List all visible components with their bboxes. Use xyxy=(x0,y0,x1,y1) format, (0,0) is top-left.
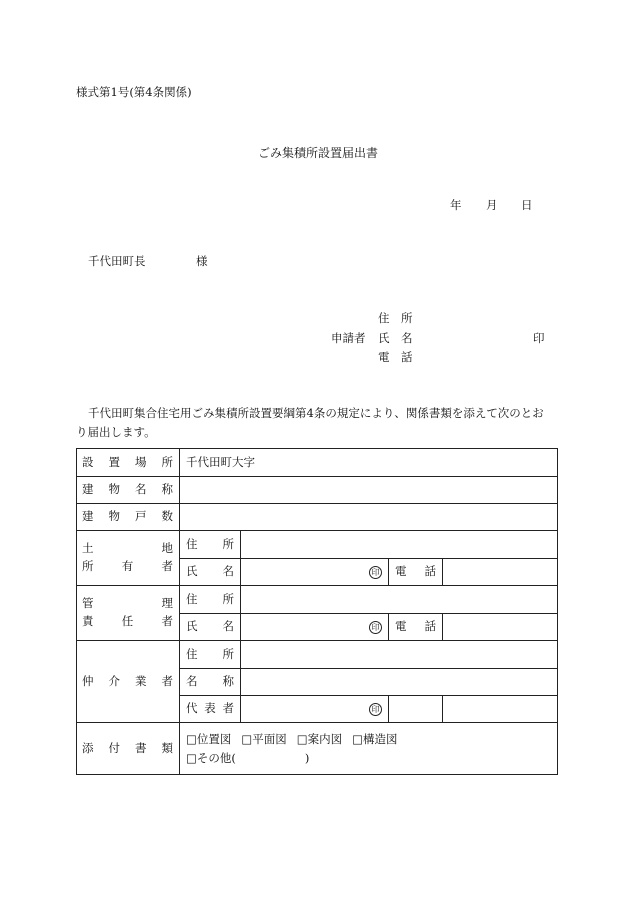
manager-label-bottom: 責 任 者 xyxy=(82,614,173,628)
broker-label: 仲 介 業 者 xyxy=(82,673,173,688)
date-day: 日 xyxy=(521,198,533,212)
location-value: 千代田町大字 xyxy=(186,454,255,469)
building-units-field[interactable] xyxy=(180,504,558,531)
land-owner-phone-field[interactable] xyxy=(443,559,558,586)
applicant-phone-label: 電 話 xyxy=(378,350,413,364)
attachment-checkbox-location-map[interactable]: □位置図 xyxy=(186,732,232,747)
seal-mark-icon: 印 xyxy=(369,703,382,716)
attachments-field xyxy=(180,723,558,775)
manager-phone-label: 電 話 xyxy=(395,619,436,634)
land-owner-address-label-cell xyxy=(180,531,241,559)
land-owner-label-bottom: 所 有 者 xyxy=(82,559,173,573)
building-units-label: 建 物 戸 数 xyxy=(82,509,173,524)
manager-address-field[interactable] xyxy=(241,586,558,614)
land-owner-name-field[interactable] xyxy=(241,559,389,586)
manager-name-label: 氏 名 xyxy=(186,619,234,634)
location-value-cell[interactable] xyxy=(180,449,558,477)
broker-representative-label-cell xyxy=(180,696,241,723)
broker-label-cell xyxy=(77,641,180,723)
building-name-field[interactable] xyxy=(180,477,558,504)
broker-representative-label: 代 表 者 xyxy=(186,701,234,716)
page-title: ごみ集積所設置届出書 xyxy=(258,146,379,160)
applicant-name-label: 氏 名 xyxy=(378,331,413,345)
attachment-checkbox-guide-map[interactable]: □案内図 xyxy=(296,732,343,747)
manager-label-cell xyxy=(77,586,180,641)
attachments-list xyxy=(186,730,551,748)
building-name-label: 建 物 名 称 xyxy=(82,482,173,497)
land-owner-name-label: 氏 名 xyxy=(186,564,234,579)
manager-address-label-cell xyxy=(180,586,241,614)
manager-address-label: 住 所 xyxy=(186,591,234,606)
land-owner-address-label: 住 所 xyxy=(186,536,234,551)
broker-title-field[interactable] xyxy=(241,669,558,696)
manager-phone-field[interactable] xyxy=(443,614,558,641)
land-owner-phone-label-cell xyxy=(389,559,443,586)
building-units-label-cell xyxy=(77,504,180,531)
land-owner-label-top: 土 地 xyxy=(82,541,173,556)
intro-text-line-2: り届出します。 xyxy=(76,425,156,439)
broker-blank-cell-2 xyxy=(443,696,558,723)
attachment-checkbox-other[interactable]: □その他( ) xyxy=(186,750,310,765)
manager-label-top: 管 理 xyxy=(82,596,173,611)
applicant-address-label: 住 所 xyxy=(378,311,413,325)
attachment-checkbox-structure-drawing[interactable]: □構造図 xyxy=(352,732,398,747)
building-name-label-cell xyxy=(77,477,180,504)
form-table xyxy=(76,448,558,775)
intro-text-line-1: 千代田町集合住宅用ごみ集積所設置要綱第4条の規定により、関係書類を添えて次のとお xyxy=(88,406,544,420)
broker-address-field[interactable] xyxy=(241,641,558,669)
location-label: 設 置 場 所 xyxy=(82,454,173,469)
broker-representative-field[interactable] xyxy=(241,696,389,723)
date-year: 年 xyxy=(450,198,462,212)
broker-blank-cell-1 xyxy=(389,696,443,723)
manager-name-field[interactable] xyxy=(241,614,389,641)
manager-name-label-cell xyxy=(180,614,241,641)
honorific: 様 xyxy=(196,254,208,268)
addressee: 千代田町長 xyxy=(88,254,146,268)
applicant-label: 申請者 xyxy=(331,331,366,345)
land-owner-label-cell xyxy=(77,531,180,586)
attachments-label-cell xyxy=(77,723,180,775)
applicant-seal: 印 xyxy=(533,331,545,345)
broker-title-label-cell xyxy=(180,669,241,696)
land-owner-phone-label: 電 話 xyxy=(395,564,436,579)
form-number: 様式第1号(第4条関係) xyxy=(76,85,192,99)
seal-mark-icon: 印 xyxy=(369,566,382,579)
attachment-checkbox-floor-plan[interactable]: □平面図 xyxy=(241,732,287,747)
land-owner-address-field[interactable] xyxy=(241,531,558,559)
date-month: 月 xyxy=(486,198,498,212)
broker-title-label: 名 称 xyxy=(186,674,234,689)
location-label-cell xyxy=(77,449,180,477)
broker-address-label-cell xyxy=(180,641,241,669)
manager-phone-label-cell xyxy=(389,614,443,641)
broker-address-label: 住 所 xyxy=(186,646,234,661)
seal-mark-icon: 印 xyxy=(369,621,382,634)
attachments-label: 添 付 書 類 xyxy=(82,740,173,755)
land-owner-name-label-cell xyxy=(180,559,241,586)
